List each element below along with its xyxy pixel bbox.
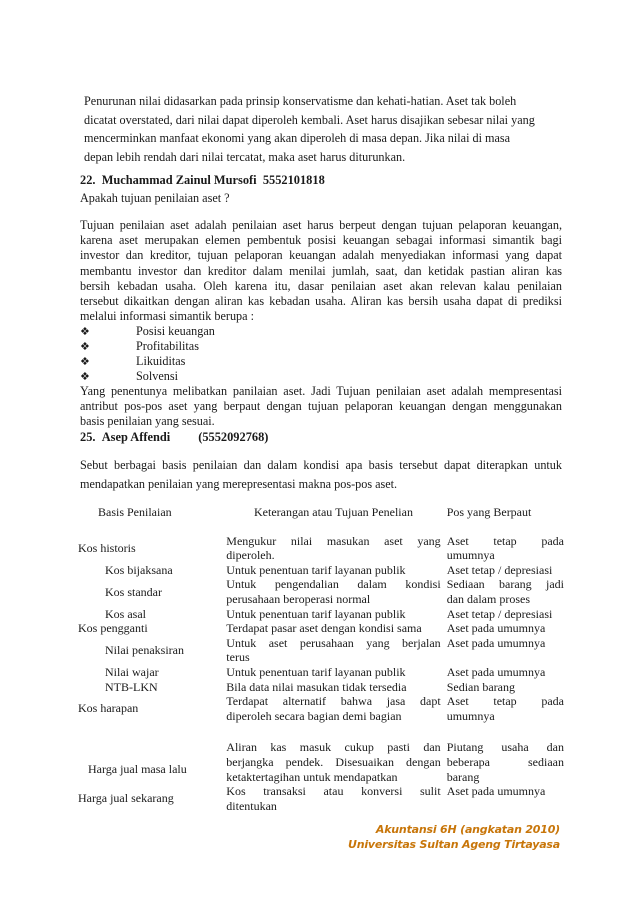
table-row — [78, 694, 564, 723]
section-number: 25. — [80, 430, 96, 444]
page-footer — [348, 822, 560, 852]
author-name: Muchammad Zainul Mursofi — [101, 173, 257, 187]
basis-cell: Kos standar — [105, 584, 162, 599]
basis-cell: Kos pengganti — [78, 621, 148, 636]
valuation-basis-table — [78, 505, 564, 813]
related-line: dan dalam proses — [446, 591, 530, 606]
answer-line: membantu investor dan kreditor dalam menilai jumlah, saat, dan ketidak pastian aliran kas — [80, 263, 562, 278]
related-items-cell: Aset pada umumnya — [446, 664, 546, 679]
related-line: Aset tetap pada — [446, 694, 564, 709]
related-line: Aset tetap pada — [446, 533, 564, 548]
header-basis: Basis Penilaian — [98, 505, 172, 519]
table-row — [78, 577, 564, 606]
description-line: Kos transaksi atau konversi sulit — [226, 784, 441, 799]
related-line: umumnya — [446, 708, 495, 723]
basis-cell: Harga jual masa lalu — [88, 761, 187, 776]
description-line: Terdapat alternatif bahwa jasa dapt — [226, 694, 441, 709]
related-items-cell: Aset tetap / depresiasi — [446, 606, 553, 621]
description-cell — [226, 636, 446, 665]
description-line: berjangka pendek. Disesuaikan dengan — [226, 754, 441, 769]
table-row — [78, 607, 564, 622]
answer-line: bersih kebadan usaha. Oleh karena itu, dasar penilaian aset akan relevan kalau penilaian — [80, 278, 562, 293]
description-cell — [226, 534, 446, 563]
basis-cell: Kos asal — [105, 606, 146, 621]
description-cell — [226, 784, 446, 813]
bullet-label: Likuiditas — [136, 354, 186, 368]
table-row — [78, 621, 564, 636]
description-line: ketaktertagihan untuk mendapatkan — [226, 769, 398, 784]
related-items-cell: Aset pada umumnya — [446, 621, 546, 636]
description-line: diperoleh. — [226, 548, 275, 563]
related-line: Piutang usaha dan — [446, 740, 564, 755]
section-22-answer — [80, 218, 562, 324]
description-line: ditentukan — [226, 798, 277, 813]
bullet-label: Profitabilitas — [136, 339, 199, 353]
related-items-cell: Aset tetap / depresiasi — [446, 562, 553, 577]
related-items-cell: Aset pada umumnya — [446, 784, 546, 799]
intro-line: depan lebih rendah dari nilai tercatat, maka aset harus diturunkan. — [84, 149, 406, 164]
table-row — [78, 680, 564, 695]
footer-university: Universitas Sultan Ageng Tirtayasa — [347, 838, 560, 851]
answer-line: karena aset merupakan elemen pembentuk posisi keuangan sebagai informasi simantik bagi — [80, 233, 562, 248]
diamond-bullet-icon: ❖ — [80, 370, 90, 383]
basis-cell: Nilai wajar — [105, 664, 159, 679]
diamond-bullet-icon: ❖ — [80, 355, 90, 368]
section-25-heading — [80, 430, 268, 445]
table-row — [78, 784, 564, 813]
section-22-heading — [80, 173, 325, 188]
intro-line: mencerminkan manfaat ekonomi yang akan diperoleh di masa depan. Jika nilai di masa — [84, 131, 511, 145]
basis-cell: Nilai penaksiran — [105, 643, 184, 658]
bullet-item — [80, 369, 178, 384]
intro-paragraph — [84, 92, 560, 166]
question-text: Apakah tujuan penilaian aset ? — [80, 191, 230, 205]
bullet-item — [80, 354, 185, 369]
description-line: Untuk pengendalian dalam kondisi — [226, 577, 441, 592]
description-cell: Untuk penentuan tarif layanan publik — [226, 562, 406, 577]
description-line: Aliran kas masuk cukup pasti dan — [226, 740, 441, 755]
question-line: mendapatkan penilaian yang merepresentasi makna pos-pos aset. — [80, 477, 398, 491]
related-items-cell — [447, 577, 564, 606]
closing-line: Yang penentunya melibatkan panilaian aset. Jadi Tujuan penilaian aset adalah mempresentasi — [80, 384, 562, 398]
header-description: Keterangan atau Tujuan Penelian — [254, 505, 413, 519]
intro-line: dicatat overstated, dari nilai dapat diperoleh kembali. Aset harus disajikan sebesar nilai yang — [84, 112, 535, 127]
header-related-items: Pos yang Berpaut — [446, 505, 532, 519]
description-line: terus — [226, 650, 250, 665]
basis-cell: Kos bijaksana — [105, 562, 173, 577]
description-cell: Untuk penentuan tarif layanan publik — [226, 606, 406, 621]
description-cell — [226, 694, 446, 723]
related-items-cell: Sedian barang — [446, 679, 515, 694]
description-line: diperoleh secara bagian demi bagian — [226, 708, 402, 723]
section-25-question — [80, 456, 562, 494]
description-cell: Bila data nilai masukan tidak tersedia — [226, 679, 407, 694]
closing-line: basis penilaian yang sesuai. — [80, 414, 215, 429]
question-line: Sebut berbagai basis penilaian dan dalam kondisi apa basis tersebut dapat diterapkan untuk — [80, 458, 562, 472]
description-cell — [226, 577, 446, 606]
table-row — [78, 636, 564, 665]
table-header-row — [78, 505, 564, 534]
answer-line: tersebut dikaitkan dengan aliran kas kebadan usaha. Aliran kas bersih usaha dapat di prediksi — [80, 294, 562, 309]
related-items-cell: Aset pada umumnya — [446, 635, 546, 650]
related-line: barang — [446, 769, 480, 784]
bullet-item — [80, 339, 199, 354]
intro-line: Penurunan nilai didasarkan pada prinsip konservatisme dan kehati-hatian. Aset tak boleh — [84, 94, 517, 108]
basis-cell: Harga jual sekarang — [78, 791, 174, 806]
bullet-label: Solvensi — [136, 369, 178, 383]
answer-line: Tujuan penilaian aset adalah penilaian aset harus berpeut dengan tujuan pelaporan keuangan, — [80, 218, 562, 232]
diamond-bullet-icon: ❖ — [80, 325, 90, 338]
related-items-cell — [447, 694, 564, 723]
description-cell — [226, 723, 446, 784]
related-items-cell — [447, 534, 564, 563]
diamond-bullet-icon: ❖ — [80, 340, 90, 353]
author-nim: (5552092768) — [198, 430, 269, 444]
answer-line: investor dan kreditor, tujuan pelaporan keuangan adalah menyediakan informasi yang dapat — [80, 248, 562, 263]
description-line: perusahaan beroperasi normal — [226, 591, 371, 606]
footer-program: Akuntansi 6H (angkatan 2010) — [375, 823, 560, 836]
author-nim: 5552101818 — [262, 173, 325, 187]
basis-cell: NTB-LKN — [105, 679, 158, 694]
description-line: Mengukur nilai masukan aset yang — [226, 533, 441, 548]
description-line: Untuk aset perusahaan yang berjalan — [226, 635, 441, 650]
description-cell: Terdapat pasar aset dengan kondisi sama — [226, 621, 422, 636]
table-row — [78, 723, 564, 784]
table-row — [78, 534, 564, 563]
closing-line: antribut pos-pos aset yang berpaut dengan tujuan pelaporan keuangan dengan menggunakan — [80, 399, 562, 414]
author-name: Asep Affendi — [101, 430, 171, 444]
related-line: umumnya — [446, 548, 495, 563]
section-22-closing — [80, 384, 562, 430]
section-22-question — [80, 191, 562, 206]
related-items-cell — [447, 723, 564, 784]
basis-cell: Kos harapan — [78, 701, 139, 716]
table-row — [78, 665, 564, 680]
answer-line: melalui informasi simantik berupa : — [80, 309, 254, 324]
bullet-label: Posisi keuangan — [136, 324, 215, 338]
section-number: 22. — [80, 173, 96, 187]
description-cell: Untuk penentuan tarif layanan publik — [226, 664, 406, 679]
basis-cell: Kos historis — [78, 540, 136, 555]
bullet-item — [80, 324, 215, 339]
related-line: Sediaan barang jadi — [446, 577, 564, 592]
table-row — [78, 563, 564, 578]
related-line: beberapa sediaan — [446, 754, 564, 769]
